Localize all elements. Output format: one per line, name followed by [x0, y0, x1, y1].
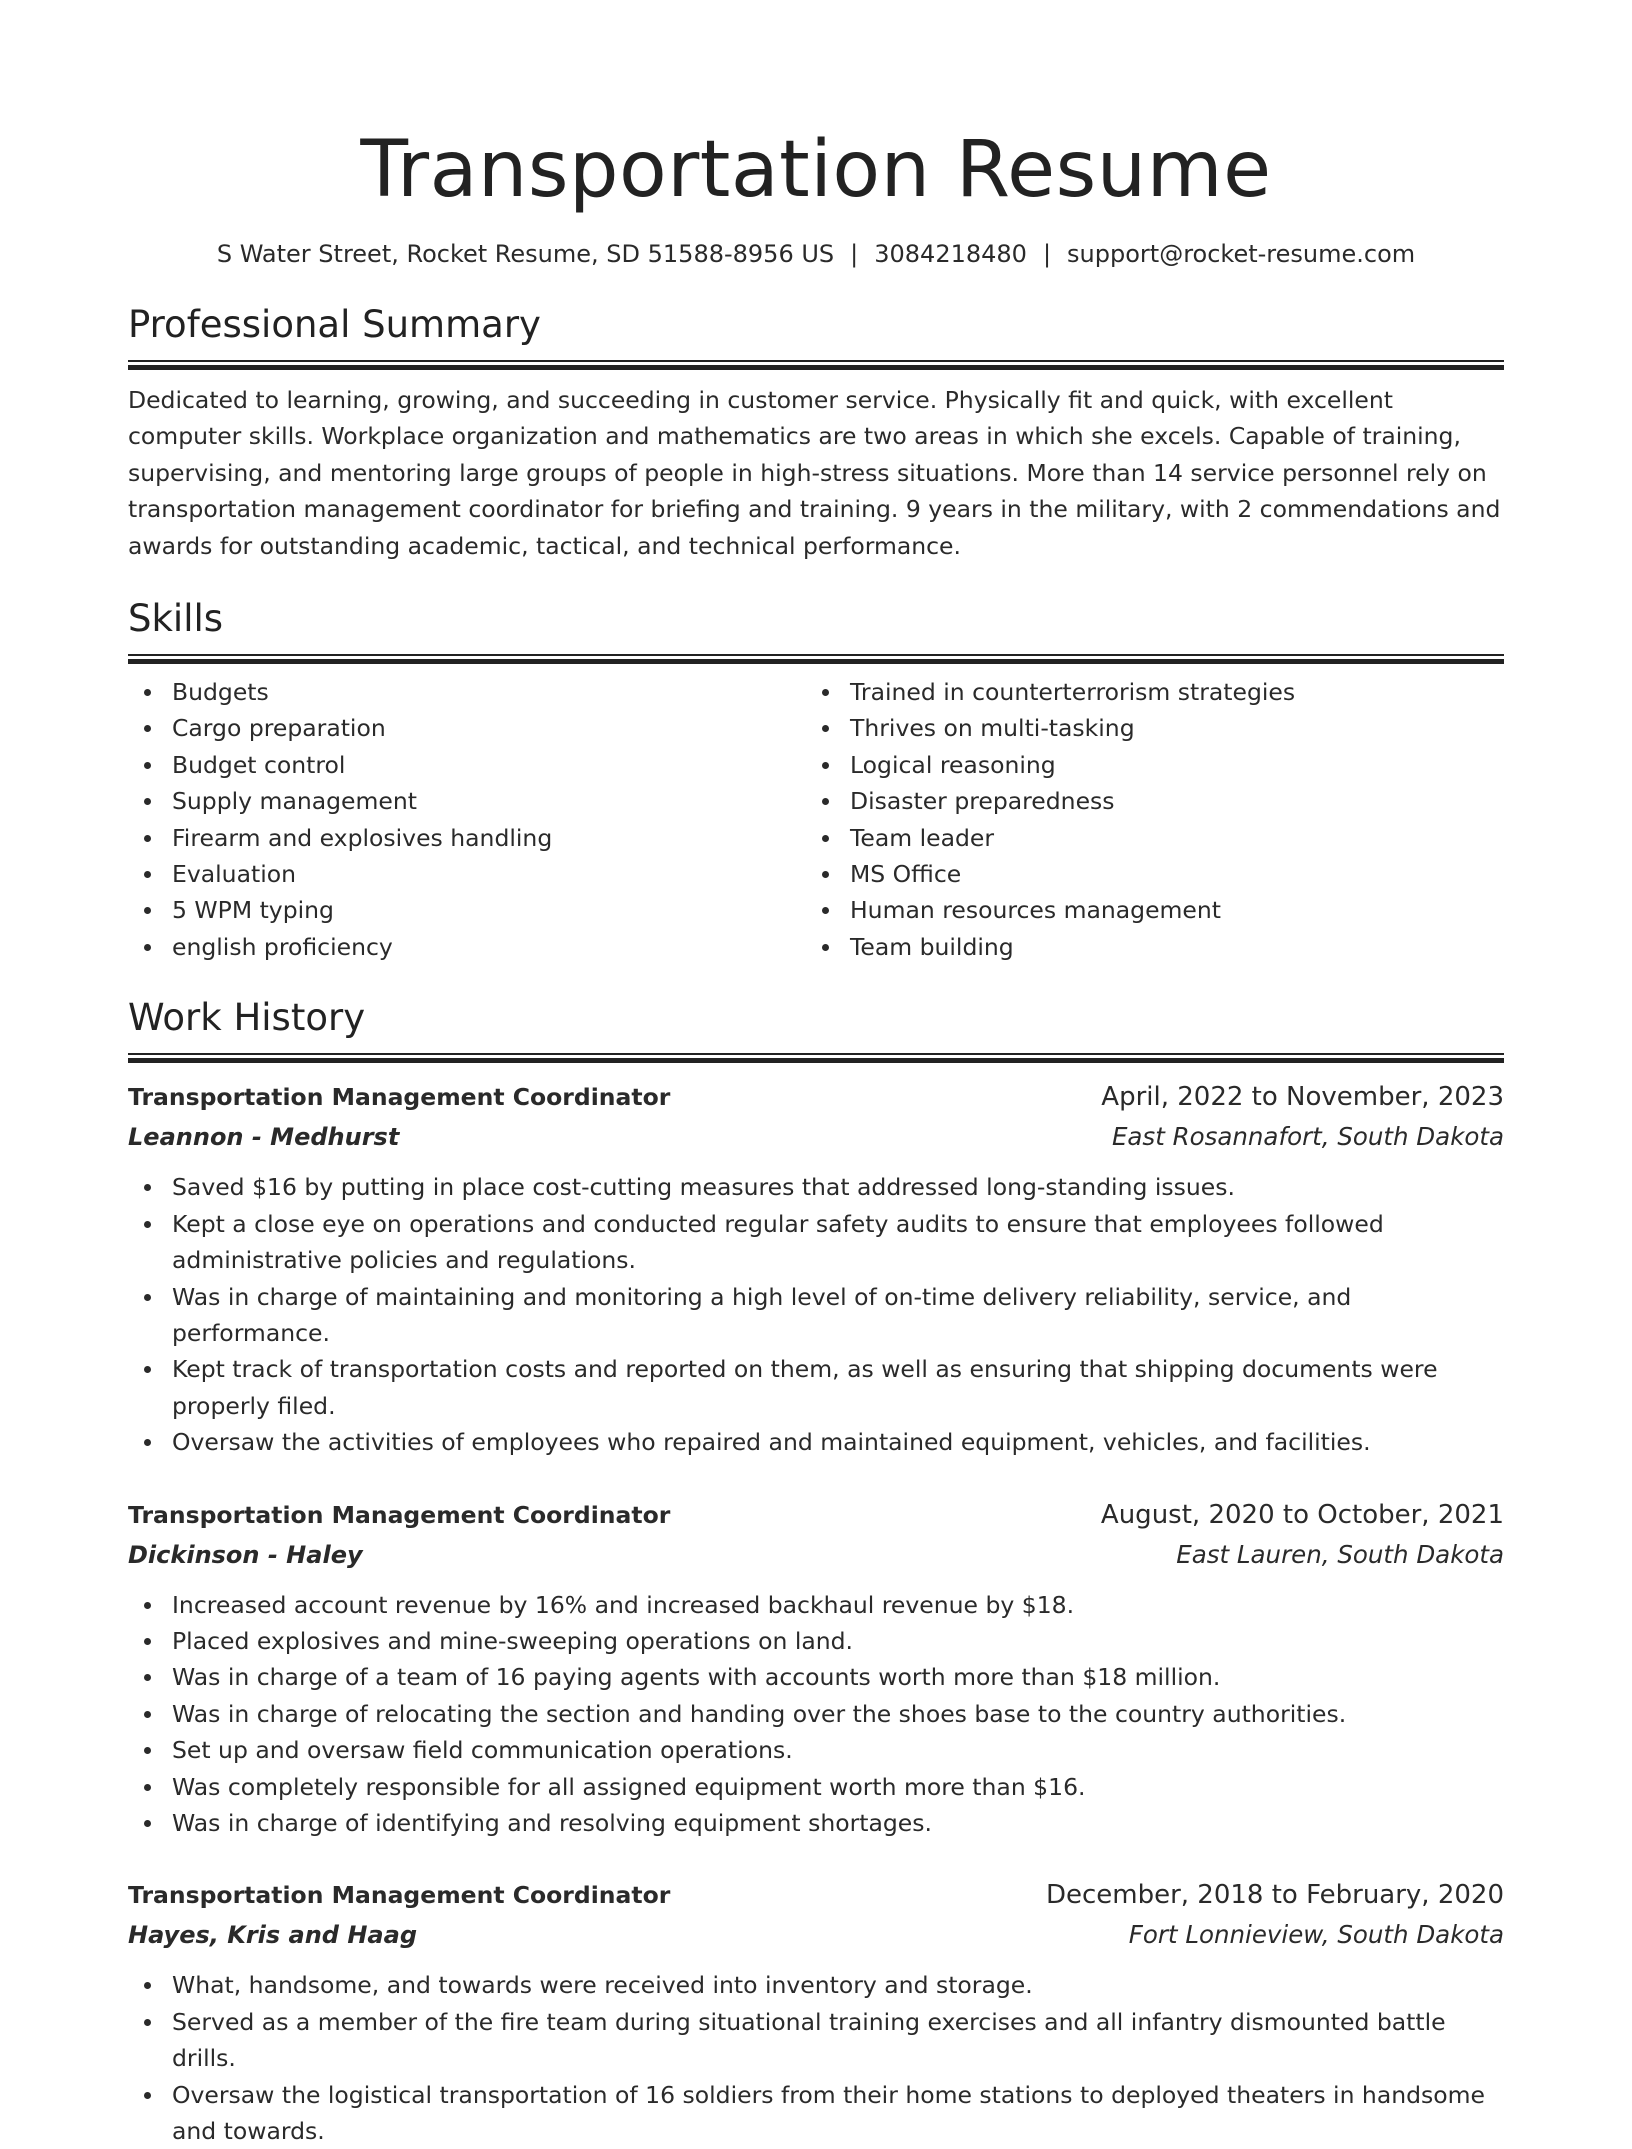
skill-item: Human resources management — [850, 892, 1484, 928]
job-bullet: Kept track of transportation costs and reported on them, as well as ensuring that shipping documents were properly filed. — [172, 1351, 1504, 1424]
skills-section — [128, 596, 1504, 965]
job-location: East Rosannafort, South Dakota — [1111, 1122, 1504, 1152]
skill-item: Supply management — [172, 783, 806, 819]
professional-summary-section — [128, 302, 1504, 564]
resume-name: Transportation Resume — [360, 125, 1272, 215]
job-bullet: Was in charge of maintaining and monitoring a high level of on-time delivery reliability, service, and performance. — [172, 1279, 1504, 1352]
skill-item: Logical reasoning — [850, 747, 1484, 783]
job-entry — [128, 1495, 1504, 1842]
section-divider — [128, 1053, 1504, 1063]
job-bullet: Was in charge of identifying and resolving equipment shortages. — [172, 1805, 1504, 1841]
skill-item: Team building — [850, 929, 1484, 965]
job-bullet: Kept a close eye on operations and conducted regular safety audits to ensure that employees followed administrative policies and regulations. — [172, 1206, 1504, 1279]
job-bullet: Placed explosives and mine-sweeping operations on land. — [172, 1623, 1504, 1659]
skill-item: Evaluation — [172, 856, 806, 892]
job-header-row — [128, 1077, 1504, 1117]
job-bullet: Saved $16 by putting in place cost-cutting measures that addressed long-standing issues. — [172, 1169, 1504, 1205]
job-title: Transportation Management Coordinator — [128, 1083, 671, 1112]
skill-item: english proficiency — [172, 929, 806, 965]
contact-line — [128, 238, 1504, 270]
job-header-row — [128, 1875, 1504, 1915]
job-title: Transportation Management Coordinator — [128, 1500, 671, 1529]
job-company: Dickinson - Haley — [128, 1540, 363, 1569]
job-bullet: Was completely responsible for all assigned equipment worth more than $16. — [172, 1769, 1504, 1805]
job-bullet: Increased account revenue by 16% and increased backhaul revenue by $18. — [172, 1587, 1504, 1623]
contact-email: support@rocket-resume.com — [1067, 240, 1416, 268]
skill-item: Team leader — [850, 820, 1484, 856]
summary-text: Dedicated to learning, growing, and succeeding in customer service. Physically fit and quick, with excellent computer skills. Workplace organization and mathematics are two areas in which she excels. Capable of training, supervising, and mentoring large groups of people in high-stress situations. More than 14 service personnel rely on transportation management coordinator for briefing and training. 9 years in the military, with 2 commendations and awards for outstanding academic, tactical, and technical performance. — [128, 386, 1501, 560]
job-company-row — [128, 1535, 1504, 1575]
job-dates: August, 2020 to October, 2021 — [1100, 1499, 1504, 1530]
job-bullet-list — [128, 1967, 1504, 2149]
job-bullet: Set up and oversaw field communication operations. — [172, 1732, 1504, 1768]
job-company: Hayes, Kris and Haag — [128, 1921, 417, 1950]
skill-item: MS Office — [850, 856, 1484, 892]
skill-item: Firearm and explosives handling — [172, 820, 806, 856]
job-company: Leannon - Medhurst — [128, 1123, 400, 1152]
skills-column-right — [806, 674, 1484, 965]
job-company-row — [128, 1117, 1504, 1157]
job-bullet: Served as a member of the fire team during situational training exercises and all infantry dismounted battle drills. — [172, 2004, 1504, 2077]
skill-item: Budget control — [172, 747, 806, 783]
job-entry — [128, 1875, 1504, 2149]
job-bullet: Was in charge of relocating the section and handing over the shoes base to the country authorities. — [172, 1696, 1504, 1732]
job-bullet: Oversaw the activities of employees who repaired and maintained equipment, vehicles, and facilities. — [172, 1424, 1504, 1460]
job-bullet: Was in charge of a team of 16 paying agents with accounts worth more than $18 million. — [172, 1659, 1504, 1695]
job-entry — [128, 1077, 1504, 1460]
job-location: Fort Lonnieview, South Dakota — [1128, 1920, 1504, 1950]
contact-separator: | — [850, 240, 859, 268]
job-bullet-list — [128, 1587, 1504, 1842]
job-bullet-list — [128, 1169, 1504, 1460]
section-divider — [128, 360, 1504, 370]
section-divider — [128, 654, 1504, 664]
contact-separator: | — [1042, 240, 1052, 268]
work-history-section — [128, 995, 1504, 2149]
skill-item: Budgets — [172, 674, 806, 710]
contact-address: S Water Street, Rocket Resume, SD 51588-8956 US — [216, 240, 835, 268]
skill-item: Trained in counterterrorism strategies — [850, 674, 1484, 710]
section-title-summary: Professional Summary — [128, 303, 541, 346]
job-location: East Lauren, South Dakota — [1176, 1539, 1504, 1569]
job-bullet: Oversaw the logistical transportation of 16 soldiers from their home stations to deployed theaters in handsome and towards. — [172, 2077, 1504, 2149]
resume-page — [128, 0, 1504, 2149]
job-dates: December, 2018 to February, 2020 — [1045, 1880, 1504, 1911]
skill-item: Cargo preparation — [172, 710, 806, 746]
skills-column-left — [128, 674, 806, 965]
job-dates: April, 2022 to November, 2023 — [1101, 1082, 1504, 1113]
section-title-work-history: Work History — [128, 996, 366, 1040]
skills-grid — [128, 674, 1504, 965]
job-title: Transportation Management Coordinator — [128, 1881, 671, 1910]
skill-item: Thrives on multi-tasking — [850, 710, 1484, 746]
job-header-row — [128, 1495, 1504, 1535]
skill-item: Disaster preparedness — [850, 783, 1484, 819]
job-bullet: What, handsome, and towards were received into inventory and storage. — [172, 1967, 1504, 2003]
contact-phone: 3084218480 — [874, 240, 1027, 268]
job-company-row — [128, 1915, 1504, 1955]
section-title-skills: Skills — [128, 597, 224, 641]
skill-item: 5 WPM typing — [172, 892, 806, 928]
